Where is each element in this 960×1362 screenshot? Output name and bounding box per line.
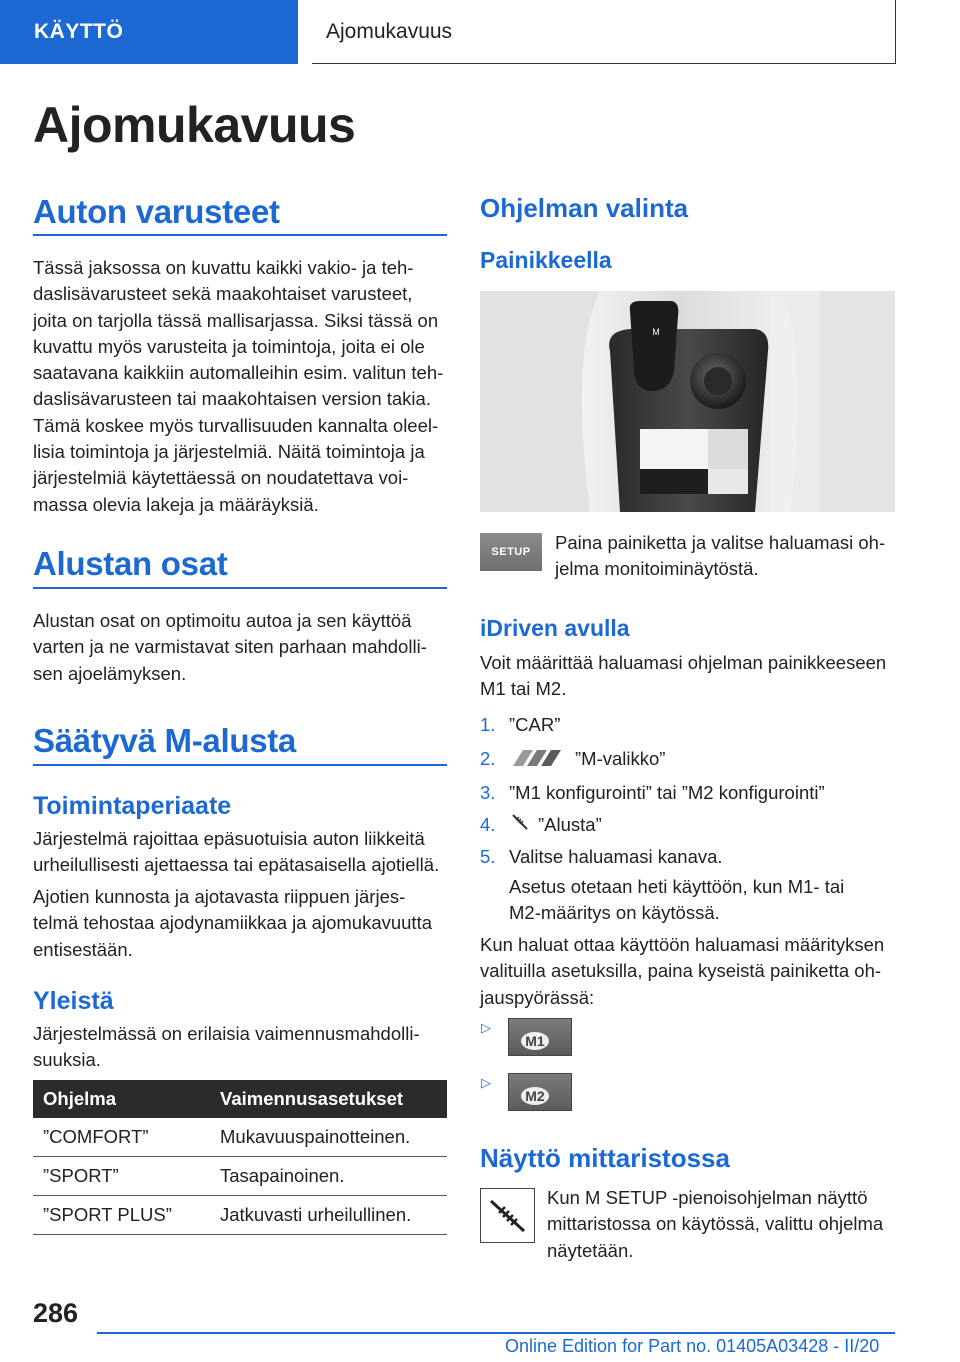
text-line: sen ajoelämyksen. <box>33 662 187 684</box>
bullet-triangle-icon: ▷ <box>481 1020 491 1035</box>
m-stripes-icon <box>509 748 565 768</box>
setup-label: SETUP <box>491 546 531 558</box>
heading-toimintaperiaate: Toimintaperiaate <box>33 792 232 820</box>
text-line: saatavana kaikkiin automalleihin esim. valitun teh- <box>33 362 444 384</box>
center-console-photo <box>480 291 895 512</box>
paragraph-toimintaperiaate-2 <box>33 884 453 963</box>
step-text: ”M1 konfigurointi” tai ”M2 konfigurointi” <box>509 782 825 803</box>
text-line: varten ja ne varmistavat siten parhaan mahdolli- <box>33 636 427 658</box>
section-label: KÄYTTÖ <box>34 20 124 43</box>
table-row <box>33 1196 447 1235</box>
m1-icon <box>509 1019 571 1055</box>
text-line: Tässä jaksossa on kuvattu kaikki vakio- ja teh- <box>33 257 414 278</box>
text-line: M2-määritys on käytössä. <box>509 902 720 924</box>
heading-rule <box>33 234 447 236</box>
step-text: ”CAR” <box>509 714 561 735</box>
paragraph-step5-note <box>509 874 899 927</box>
text-line: Paina painiketta ja valitse haluamasi oh- <box>555 532 886 553</box>
column-header: Vaimennusasetukset <box>210 1080 447 1118</box>
heading-auton-varusteet: Auton varusteet <box>33 193 280 230</box>
text-line: Kun M SETUP -pienoisohjelman näyttö <box>547 1187 868 1208</box>
m2-button-label: M2 <box>525 1088 545 1104</box>
footer-rule <box>97 1332 895 1334</box>
m1-button-image <box>508 1018 572 1056</box>
bullet-triangle-icon: ▷ <box>481 1075 491 1090</box>
paragraph-alustan-osat <box>33 608 453 687</box>
table-cell: Jatkuvasti urheilullinen. <box>210 1196 447 1235</box>
table-cell: Mukavuuspainotteinen. <box>210 1118 447 1157</box>
text-line: urheilullisesti ajettaessa tai epätasaisella ajotiellä. <box>33 854 440 876</box>
m1-button-label: M1 <box>525 1033 545 1049</box>
heading-rule <box>33 587 447 589</box>
chapter-header <box>312 0 896 64</box>
paragraph-idrive-outro <box>480 932 900 1011</box>
text-line: telmä tehostaa ajodynamiikkaa ja ajomukavuutta <box>33 912 433 934</box>
text-line: mittaristossa on käytössä, valittu ohjelma <box>547 1213 884 1235</box>
table-cell: ”SPORT PLUS” <box>33 1196 210 1235</box>
paragraph-yleista <box>33 1021 453 1074</box>
text-line: Järjestelmässä on erilaisia vaimennusmahdolli- <box>33 1023 420 1044</box>
paragraph-auton-varusteet <box>33 255 453 518</box>
heading-rule <box>33 764 447 766</box>
step-text: Valitse haluamasi kanava. <box>509 846 723 867</box>
text-line: entisestään. <box>33 938 133 960</box>
heading-saatyva-m-alusta: Säätyvä M-alusta <box>33 722 296 759</box>
heading-idriven-avulla: iDriven avulla <box>480 615 630 641</box>
text-line: lisia toimintoja ja järjestelmiä. Näitä toimintoja ja <box>33 441 425 463</box>
chapter-label: Ajomukavuus <box>326 19 453 43</box>
heading-ohjelman-valinta: Ohjelman valinta <box>480 193 689 223</box>
table-cell: ”COMFORT” <box>33 1118 210 1157</box>
section-tab <box>0 0 298 64</box>
text-line: Kun haluat ottaa käyttöön haluamasi määrityksen <box>480 934 885 955</box>
page-number: 286 <box>33 1298 79 1328</box>
text-line: massa olevia lakeja ja määräyksiä. <box>33 493 319 515</box>
text-line: Ajotien kunnosta ja ajotavasta riippuen järjes- <box>33 886 406 907</box>
text-line: Alustan osat on optimoitu autoa ja sen käyttöä <box>33 610 412 631</box>
m2-button-image <box>508 1073 572 1111</box>
text-line: joita on tarjolla tässä mallisarjassa. Siksi tässä on <box>33 309 439 331</box>
paragraph-painikkeella <box>555 530 895 583</box>
svg-text:M: M <box>652 327 660 337</box>
text-line: M1 tai M2. <box>480 678 567 700</box>
m2-icon <box>509 1074 571 1110</box>
edition-link[interactable]: Online Edition for Part no. 01405A03428 - II/20 <box>505 1336 880 1356</box>
text-line: Voit määrittää haluamasi ohjelman painikkeeseen <box>480 652 887 673</box>
text-line: daslisävarusteen tai maakohtaisen version takia. <box>33 388 431 410</box>
suspension-display-icon <box>480 1188 535 1243</box>
paragraph-naytto <box>547 1185 897 1264</box>
heading-alustan-osat: Alustan osat <box>33 545 228 582</box>
table-header-row <box>33 1080 447 1118</box>
text-line: järjestelmiä käytettäessä on noudatettava voi- <box>33 467 409 489</box>
heading-naytto-mittaristossa: Näyttö mittaristossa <box>480 1143 730 1173</box>
text-line: suuksia. <box>33 1049 101 1071</box>
step-number: 4. <box>480 814 496 835</box>
table-row <box>33 1157 447 1196</box>
suspension-icon <box>510 812 530 832</box>
text-line: daslisävarusteet sekä maakohtaiset varusteet, <box>33 283 413 305</box>
step-text: ”Alusta” <box>538 814 602 835</box>
column-header: Ohjelma <box>33 1080 210 1118</box>
text-line: Asetus otetaan heti käyttöön, kun M1- tai <box>509 876 845 897</box>
text-line: Tämä koskee myös turvallisuuden kannalta oleel- <box>33 414 439 436</box>
step-number: 5. <box>480 846 496 867</box>
table-cell: ”SPORT” <box>33 1157 210 1196</box>
text-line: Järjestelmä rajoittaa epäsuotuisia auton liikkeitä <box>33 828 425 849</box>
step-number: 3. <box>480 782 496 803</box>
page-title: Ajomukavuus <box>33 97 356 153</box>
damping-table <box>33 1080 447 1235</box>
setup-button-image <box>480 533 542 571</box>
step-number: 2. <box>480 748 496 769</box>
text-line: näytetään. <box>547 1239 634 1261</box>
table-row <box>33 1118 447 1157</box>
text-line: jauspyörässä: <box>480 986 595 1008</box>
shock-absorber-icon <box>481 1189 534 1242</box>
paragraph-toimintaperiaate-1 <box>33 826 453 879</box>
table-cell: Tasapainoinen. <box>210 1157 447 1196</box>
text-line: kuvattu myös varusteita ja toimintoja, joita ei ole <box>33 335 425 357</box>
step-number: 1. <box>480 714 496 735</box>
step-text: ”M-valikko” <box>575 748 666 769</box>
heading-yleista: Yleistä <box>33 987 114 1015</box>
paragraph-idrive-intro <box>480 650 900 703</box>
console-illustration <box>480 291 895 512</box>
heading-painikkeella: Painikkeella <box>480 247 612 273</box>
text-line: jelma monitoiminäytöstä. <box>555 558 759 580</box>
text-line: valituilla asetuksilla, paina kyseistä painiketta oh- <box>480 960 882 982</box>
